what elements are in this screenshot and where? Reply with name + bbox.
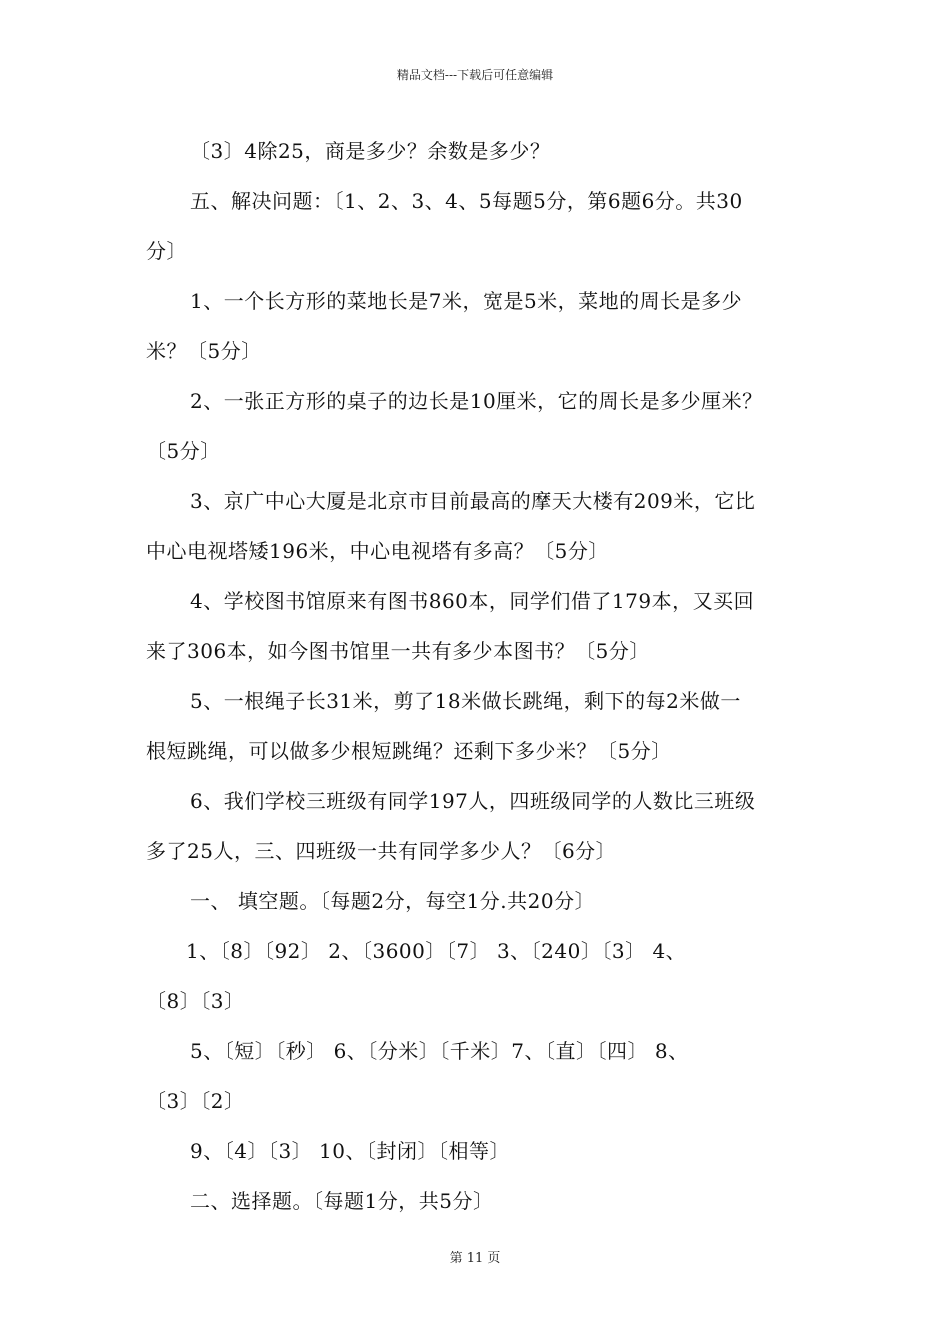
problem-6-cont: 多了25人，三、四班级一共有同学多少人？〔6分〕: [146, 839, 617, 863]
problem-1-cont: 米？〔5分〕: [146, 339, 262, 363]
answer-row-2-cont: 〔3〕〔2〕: [146, 1089, 245, 1113]
problem-4: 4、学校图书馆原来有图书860本，同学们借了179本，又买回: [190, 589, 755, 613]
section-5-heading-cont: 分〕: [146, 239, 187, 263]
problem-6: 6、我们学校三班级有同学197人，四班级同学的人数比三班级: [190, 789, 756, 813]
answer-section-1-heading: 一、 填空题。〔每题2分，每空1分.共20分〕: [190, 889, 596, 913]
problem-4-cont: 来了306本，如今图书馆里一共有多少本图书？〔5分〕: [146, 639, 650, 663]
problem-3: 3、京广中心大厦是北京市目前最高的摩天大楼有209米，它比: [190, 489, 756, 513]
problem-2-cont: 〔5分〕: [146, 439, 221, 463]
answer-row-1-cont: 〔8〕〔3〕: [146, 989, 245, 1013]
problem-2: 2、一张正方形的桌子的边长是10厘米，它的周长是多少厘米？: [190, 389, 763, 413]
question-3-remainder: 〔3〕4除25，商是多少？余数是多少？: [190, 139, 551, 163]
page-header: 精品文档---下载后可任意编辑: [396, 68, 554, 82]
section-5-heading: 五、解决问题：〔1、2、3、4、5每题5分，第6题6分。共30: [190, 189, 743, 213]
problem-3-cont: 中心电视塔矮196米，中心电视塔有多高？〔5分〕: [146, 539, 609, 563]
answer-row-1: 1、〔8〕〔92〕 2、〔3600〕〔7〕 3、〔240〕〔3〕 4、: [186, 939, 687, 963]
answer-row-3: 9、〔4〕〔3〕 10、〔封闭〕〔相等〕: [190, 1139, 510, 1163]
page-number: 第 11 页: [449, 1251, 501, 1266]
answer-row-2: 5、〔短〕〔秒〕 6、〔分米〕〔千米〕7、〔直〕〔四〕 8、: [190, 1039, 689, 1063]
problem-5-cont: 根短跳绳，可以做多少根短跳绳？还剩下多少米？〔5分〕: [146, 739, 672, 763]
problem-5: 5、一根绳子长31米，剪了18米做长跳绳，剩下的每2米做一: [190, 689, 741, 713]
problem-1: 1、一个长方形的菜地长是7米，宽是5米，菜地的周长是多少: [190, 289, 743, 313]
answer-section-2-heading: 二、选择题。〔每题1分，共5分〕: [190, 1189, 494, 1213]
